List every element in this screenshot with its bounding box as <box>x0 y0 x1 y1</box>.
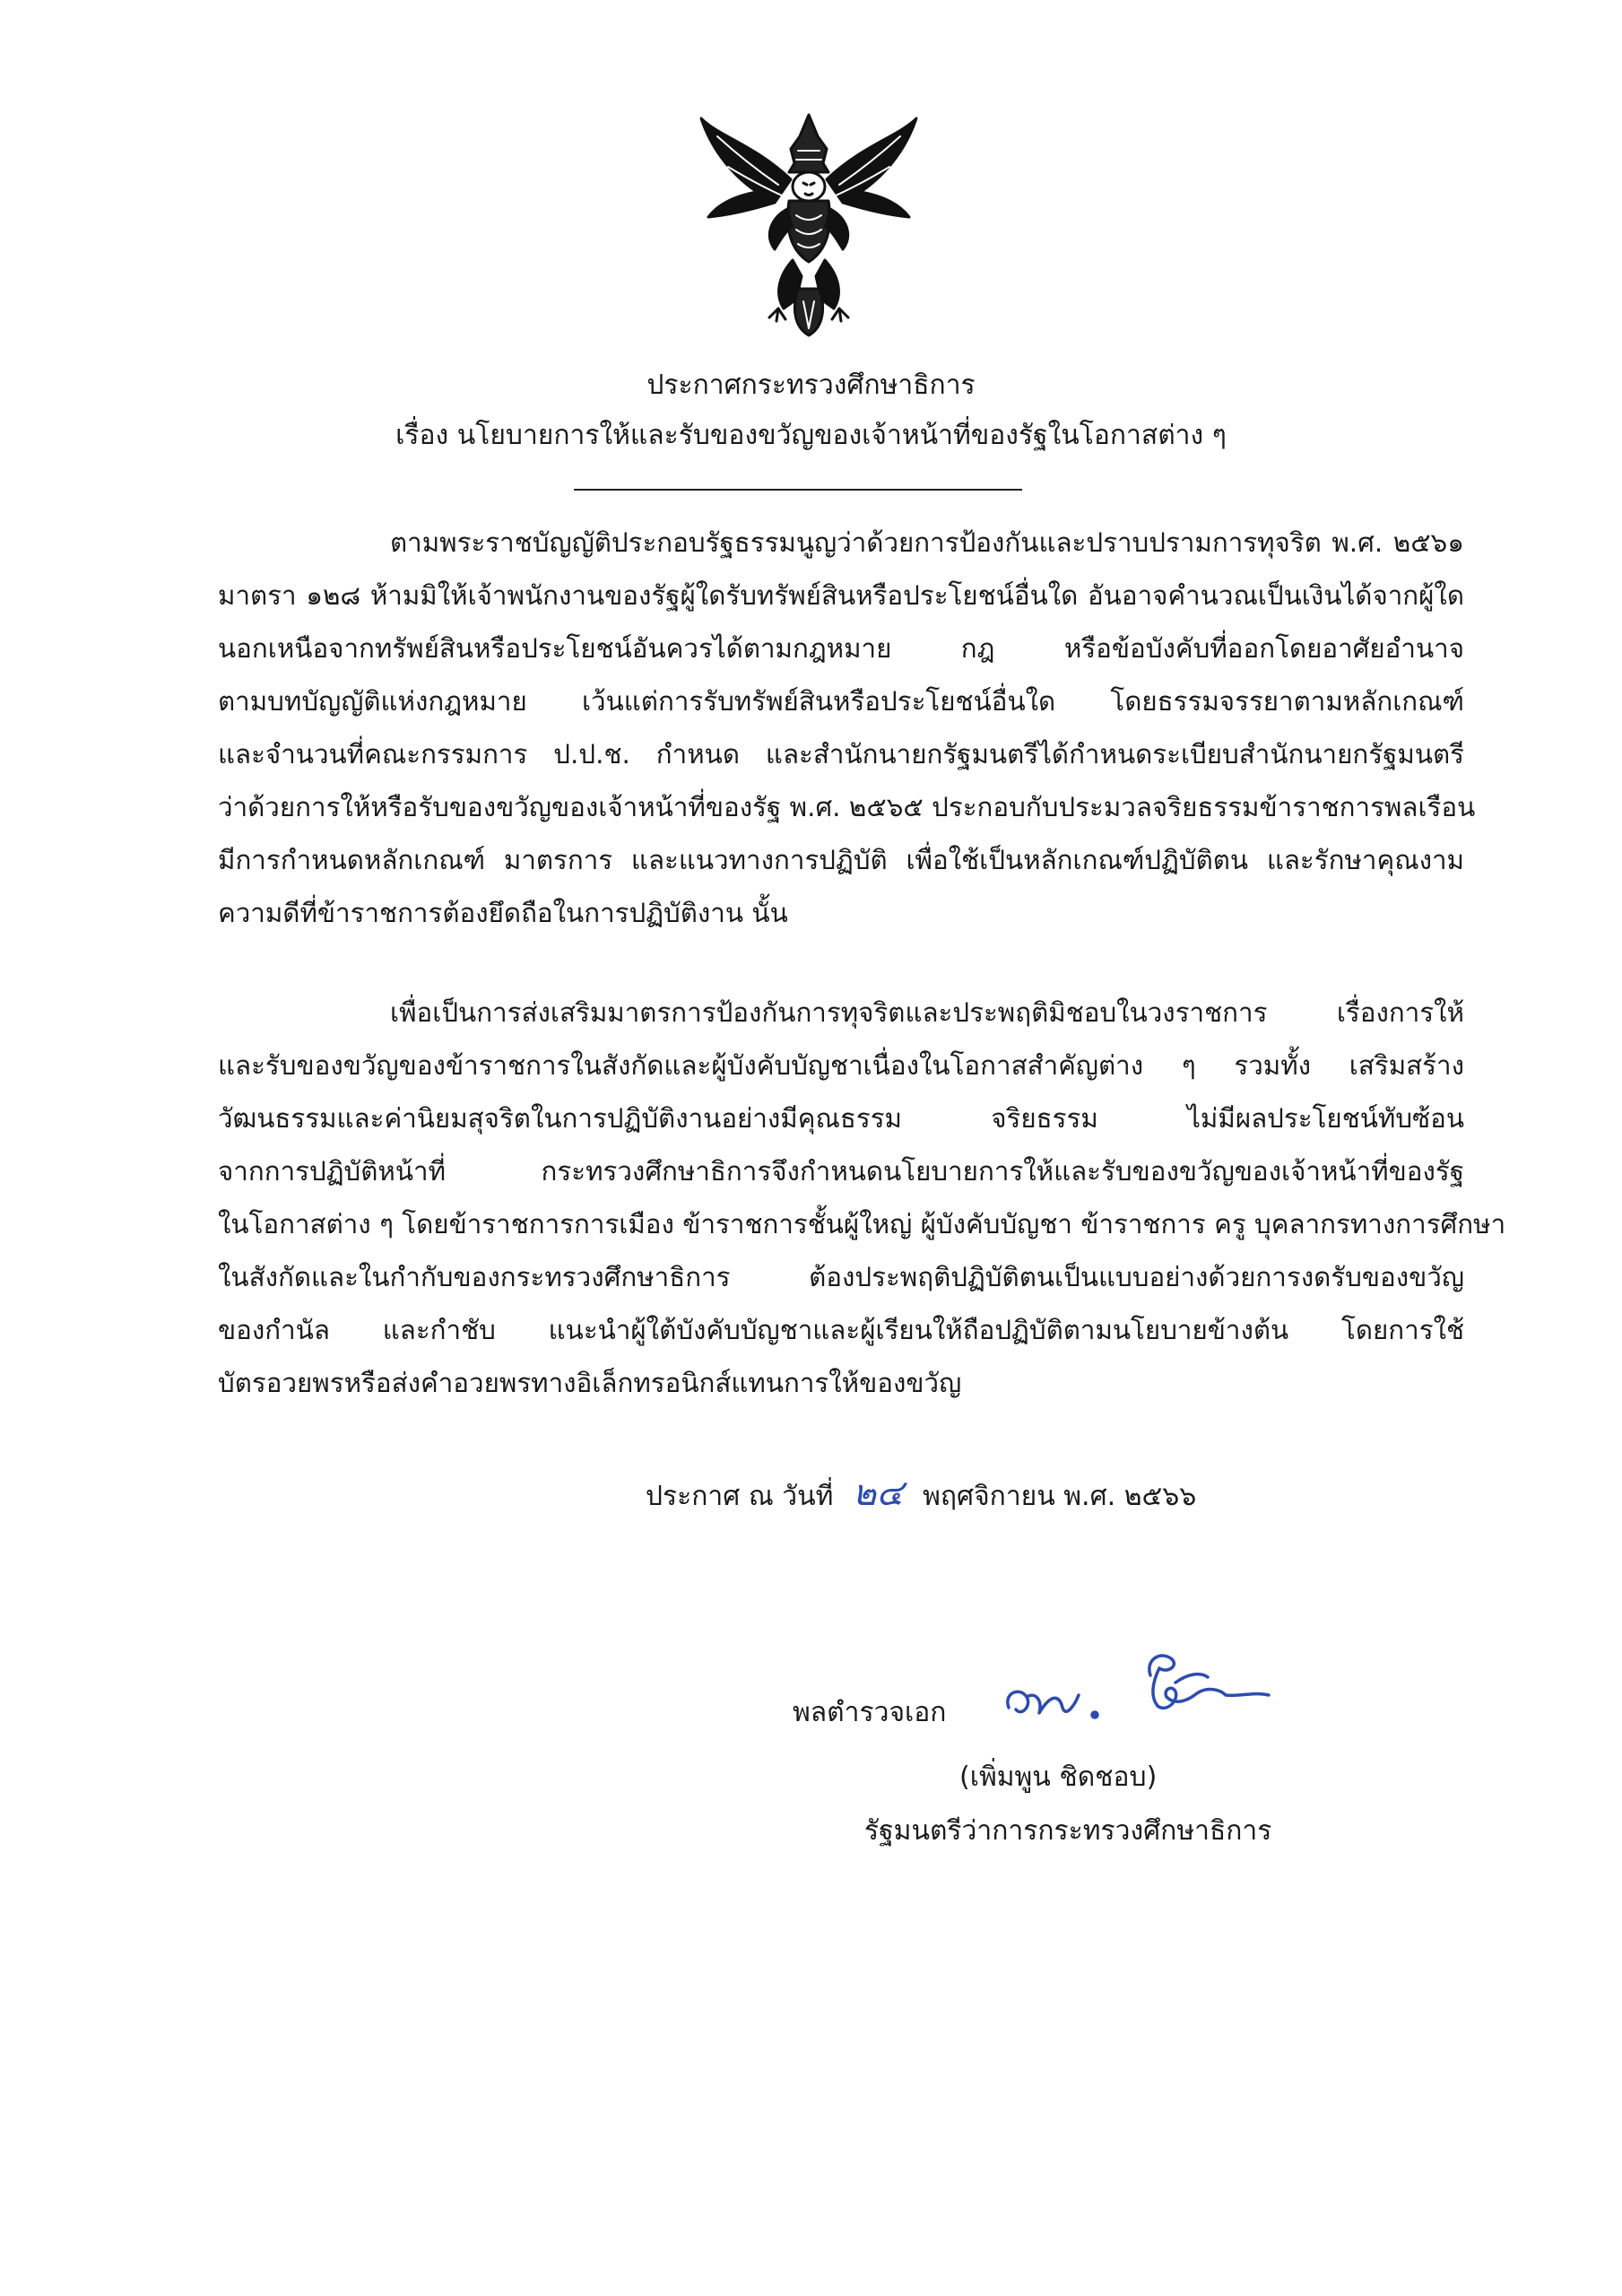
announcement-subject: เรื่อง นโยบายการให้และรับของขวัญของเจ้าหน้าที่ของรัฐในโอกาสต่าง ๆ <box>395 420 1227 451</box>
paragraph-line: ในสังกัดและในกำกับของกระทรวงศึกษาธิการ ต้องประพฤติปฏิบัติตนเป็นแบบอย่างด้วยการงดรับของขวัญ <box>218 1262 1464 1292</box>
paragraph-line: และจำนวนที่คณะกรรมการ ป.ป.ช. กำหนด และสำนักนายกรัฐมนตรีได้กำหนดระเบียบสำนักนายกรัฐมนตรี <box>218 739 1464 770</box>
paragraph-line: นอกเหนือจากทรัพย์สินหรือประโยชน์อันควรได้ตามกฎหมาย กฎ หรือข้อบังคับที่ออกโดยอาศัยอำนาจ <box>218 633 1464 664</box>
paragraph-line: ว่าด้วยการให้หรือรับของขวัญของเจ้าหน้าที่ของรัฐ พ.ศ. ๒๕๖๕ ประกอบกับประมวลจริยธรรมข้าราชการพลเรือน <box>218 792 1476 822</box>
paragraph-1 <box>218 517 1476 940</box>
announcement-title: ประกาศกระทรวงศึกษาธิการ <box>646 370 976 401</box>
paragraph-line: มีการกำหนดหลักเกณฑ์ มาตรการ และแนวทางการปฏิบัติ เพื่อใช้เป็นหลักเกณฑ์ปฏิบัติตน และรักษาคุณงาม <box>218 845 1464 875</box>
handwritten-day: ๒๔ <box>852 1473 904 1514</box>
garuda-emblem-icon <box>692 109 925 339</box>
handwritten-signature <box>1000 1641 1278 1749</box>
announcement-date <box>646 1471 1327 1519</box>
paragraph-line: ของกำนัล และกำชับ แนะนำผู้ใต้บังคับบัญชาและผู้เรียนให้ถือปฏิบัติตามนโยบายข้างต้น โดยการใช้ <box>218 1315 1464 1345</box>
paragraph-line: ความดีที่ข้าราชการต้องยึดถือในการปฏิบัติงาน นั้น <box>218 898 788 928</box>
paragraph-line: วัฒนธรรมและค่านิยมสุจริตในการปฏิบัติงานอย่างมีคุณธรรม จริยธรรม ไม่มีผลประโยชน์ทับซ้อน <box>218 1103 1464 1134</box>
signer-title: รัฐมนตรีว่าการกระทรวงศึกษาธิการ <box>864 1815 1272 1847</box>
signer-rank: พลตำรวจเอก <box>793 1697 947 1728</box>
paragraph-2 <box>218 987 1506 1410</box>
paragraph-line: ตามพระราชบัญญัติประกอบรัฐธรรมนูญว่าด้วยการป้องกันและปราบปรามการทุจริต พ.ศ. ๒๕๖๑ <box>390 527 1464 558</box>
paragraph-line: ตามบทบัญญัติแห่งกฎหมาย เว้นแต่การรับทรัพย์สินหรือประโยชน์อื่นใด โดยธรรมจรรยาตามหลักเกณฑ์ <box>218 686 1464 717</box>
paragraph-line: จากการปฏิบัติหน้าที่ กระทรวงศึกษาธิการจึงกำหนดนโยบายการให้และรับของขวัญของเจ้าหน้าที่ของรัฐ <box>218 1156 1464 1187</box>
paragraph-line: ในโอกาสต่าง ๆ โดยข้าราชการการเมือง ข้าราชการชั้นผู้ใหญ่ ผู้บังคับบัญชา ข้าราชการ ครู บุคลากรทางการศึกษา <box>218 1209 1506 1239</box>
paragraph-line: มาตรา ๑๒๘ ห้ามมิให้เจ้าพนักงานของรัฐผู้ใดรับทรัพย์สินหรือประโยชน์อื่นใด อันอาจคำนวณเป็นเงินได้จากผู้ใด <box>218 580 1464 611</box>
title-divider <box>574 489 1022 491</box>
paragraph-line: บัตรอวยพรหรือส่งคำอวยพรทางอิเล็กทรอนิกส์แทนการให้ของขวัญ <box>218 1368 962 1398</box>
date-prefix: ประกาศ ณ วันที่ <box>646 1481 834 1512</box>
date-month-year: พฤศจิกายน พ.ศ. ๒๕๖๖ <box>923 1481 1197 1512</box>
signer-name: (เพิ่มพูน ชิดชอบ) <box>959 1761 1158 1793</box>
paragraph-line: เพื่อเป็นการส่งเสริมมาตรการป้องกันการทุจริตและประพฤติมิชอบในวงราชการ เรื่องการให้ <box>390 997 1464 1028</box>
paragraph-line: และรับของขวัญของข้าราชการในสังกัดและผู้บังคับบัญชาเนื่องในโอกาสสำคัญต่าง ๆ รวมทั้ง เสริมสร้าง <box>218 1050 1464 1081</box>
